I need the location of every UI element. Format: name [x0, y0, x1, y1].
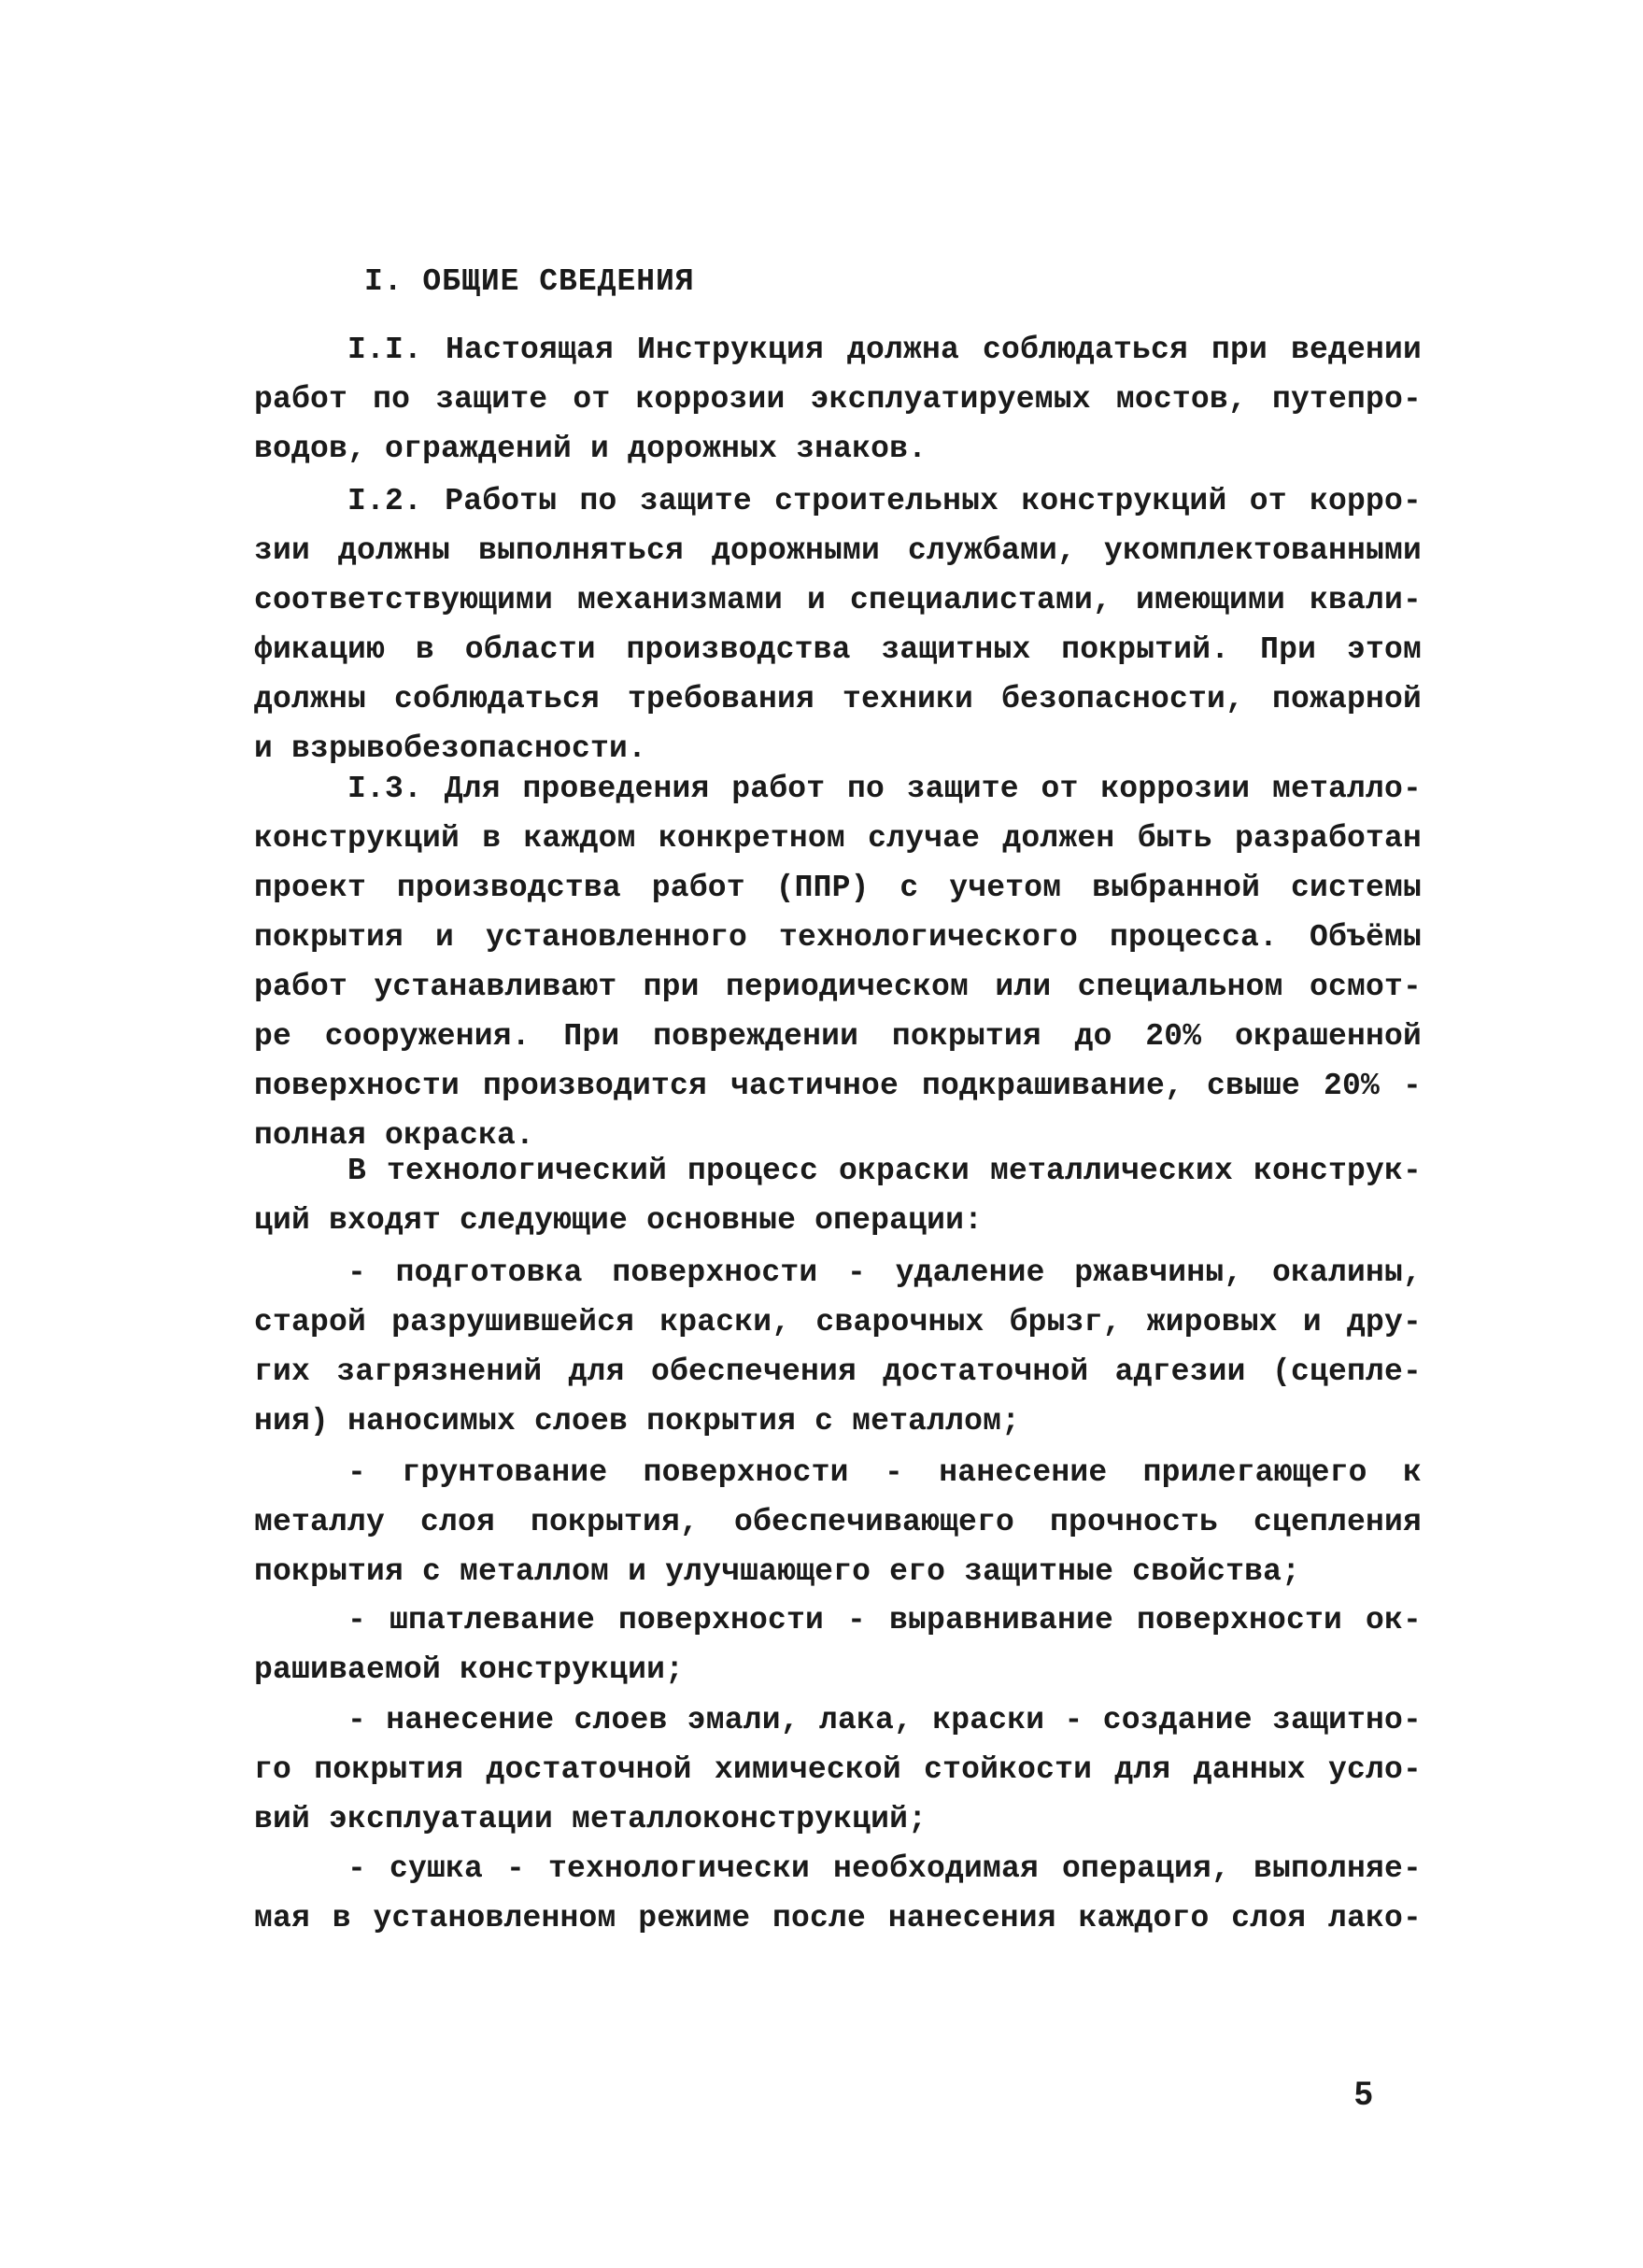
text-line: мая в установленном режиме после нанесения каждого слоя лако- [254, 1901, 1422, 1935]
text-line: проект производства работ (ППР) с учетом выбранной системы [254, 871, 1422, 905]
text-line: и взрывобезопасности. [254, 731, 647, 766]
text-line: старой разрушившейся краски, сварочных брызг, жировых и дру- [254, 1305, 1422, 1340]
paragraph-1-1 [254, 325, 1422, 474]
section-title: I. ОБЩИЕ СВЕДЕНИЯ [364, 264, 695, 299]
text-line: I.3. Для проведения работ по защите от коррозии металло- [347, 772, 1422, 806]
text-line: зии должны выполняться дорожными службами, укомплектованными [254, 533, 1422, 568]
text-line: гих загрязнений для обеспечения достаточной адгезии (сцепле- [254, 1354, 1422, 1389]
paragraph-1-3 [254, 764, 1422, 1160]
paragraph-1-2 [254, 476, 1422, 773]
text-line: - шпатлевание поверхности - выравнивание поверхности ок- [347, 1603, 1422, 1637]
text-line: покрытия и установленного технологического процесса. Объёмы [254, 920, 1422, 955]
text-line: должны соблюдаться требования техники безопасности, пожарной [254, 682, 1422, 716]
text-line: поверхности производится частичное подкрашивание, свыше 20% - [254, 1069, 1422, 1103]
text-line: работ по защите от коррозии эксплуатируемых мостов, путепро- [254, 382, 1422, 417]
text-line: работ устанавливают при периодическом или специальном осмот- [254, 970, 1422, 1004]
text-line: I.I. Настоящая Инструкция должна соблюдаться при ведении [347, 333, 1422, 367]
text-line: - нанесение слоев эмали, лака, краски - создание защитно- [347, 1703, 1422, 1737]
text-line: конструкций в каждом конкретном случае должен быть разработан [254, 821, 1422, 856]
text-line: - сушка - технологически необходимая операция, выполняе- [347, 1851, 1422, 1886]
text-line: полная окраска. [254, 1118, 535, 1153]
list-item-puttying [254, 1595, 1422, 1694]
text-line: I.2. Работы по защите строительных конструкций от корро- [347, 484, 1422, 518]
text-line: соответствующими механизмами и специалистами, имеющими квали- [254, 583, 1422, 617]
text-line: - подготовка поверхности - удаление ржавчины, окалины, [347, 1255, 1422, 1290]
text-line: ния) наносимых слоев покрытия с металлом; [254, 1404, 1021, 1439]
list-item-layers-application [254, 1695, 1422, 1844]
paragraph-process-intro [254, 1146, 1422, 1245]
text-line: фикацию в области производства защитных покрытий. При этом [254, 632, 1422, 667]
list-item-surface-preparation [254, 1248, 1422, 1446]
text-line: В технологический процесс окраски металлических конструк- [347, 1154, 1422, 1188]
text-line: рашиваемой конструкции; [254, 1652, 685, 1687]
text-line: вий эксплуатации металлоконструкций; [254, 1802, 928, 1836]
text-line: металлу слоя покрытия, обеспечивающего прочность сцепления [254, 1505, 1422, 1539]
text-line: покрытия с металлом и улучшающего его защитные свойства; [254, 1554, 1301, 1589]
list-item-priming [254, 1448, 1422, 1596]
text-line: го покрытия достаточной химической стойкости для данных усло- [254, 1752, 1422, 1787]
page-number: 5 [1354, 2076, 1373, 2112]
text-line: ций входят следующие основные операции: [254, 1203, 984, 1238]
text-line: водов, ограждений и дорожных знаков. [254, 432, 928, 466]
text-line: - грунтование поверхности - нанесение прилегающего к [347, 1455, 1422, 1490]
list-item-drying [254, 1844, 1422, 1943]
text-line: ре сооружения. При повреждении покрытия до 20% окрашенной [254, 1019, 1422, 1054]
